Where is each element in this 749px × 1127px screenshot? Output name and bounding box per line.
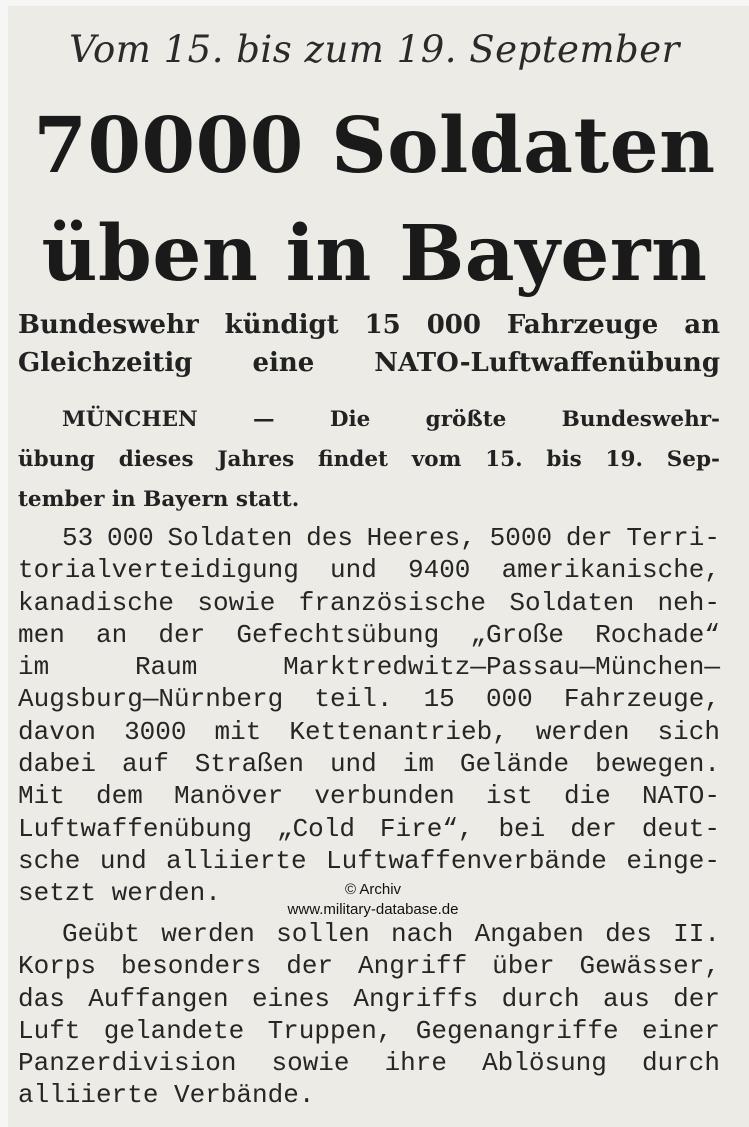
subheadline-line: Bundeswehr kündigt 15 000 Fahrzeuge an xyxy=(18,310,720,340)
body-paragraph-1 xyxy=(18,522,720,910)
subheadline xyxy=(18,306,720,382)
body-line: dabei auf Straßen und im Gelände bewegen. xyxy=(18,749,720,780)
kicker-line: Vom 15. bis zum 19. September xyxy=(69,28,680,71)
body-line: Geübt werden sollen nach Angaben des II. xyxy=(62,919,720,949)
body-line: Panzerdivision sowie ihre Ablösung durch xyxy=(18,1048,720,1079)
headline xyxy=(18,92,731,308)
body-line: setzt werden. xyxy=(18,878,221,909)
archive-watermark xyxy=(272,880,474,920)
headline-line: 70000 Soldaten xyxy=(33,101,716,191)
body-line: Luftwaffenübung „Cold Fire“, bei der deut- xyxy=(18,813,720,844)
body-line: Korps besonders der Angriff über Gewässer, xyxy=(18,951,720,982)
watermark-url: www.military-database.de xyxy=(287,901,459,918)
lead-line: übung dieses Jahres findet vom 15. bis 19. Sep- xyxy=(18,447,720,472)
body-line: Mit dem Manöver verbunden ist die NATO- xyxy=(18,781,720,812)
watermark-copyright: © Archiv xyxy=(344,881,402,898)
lead-line: MÜNCHEN — Die größte Bundeswehr- xyxy=(62,407,720,432)
lead-paragraph xyxy=(18,400,720,520)
body-line: im Raum Marktredwitz—Passau—München— xyxy=(18,652,720,683)
body-paragraph-2 xyxy=(18,918,720,1112)
body-line: men an der Gefechtsübung „Große Rochade“ xyxy=(18,619,720,650)
body-line: Luft gelandete Truppen, Gegenangriffe einer xyxy=(18,1015,720,1046)
body-line: sche und alliierte Luftwaffenverbände einge- xyxy=(18,845,720,876)
body-line: 53 000 Soldaten des Heeres, 5000 der Terri- xyxy=(62,523,720,553)
body-line: das Auffangen eines Angriffs durch aus der xyxy=(18,983,720,1014)
body-line: torialverteidigung und 9400 amerikanische, xyxy=(18,555,720,586)
headline-line: üben in Bayern xyxy=(41,209,708,299)
body-line: kanadische sowie französische Soldaten neh- xyxy=(18,587,720,618)
lead-line: tember in Bayern statt. xyxy=(18,487,300,512)
body-line: alliierte Verbände. xyxy=(18,1080,315,1111)
body-line: Augsburg—Nürnberg teil. 15 000 Fahrzeuge, xyxy=(18,684,720,715)
body-line: davon 3000 mit Kettenantrieb, werden sich xyxy=(18,716,720,747)
subheadline-line: Gleichzeitig eine NATO-Luftwaffenübung xyxy=(18,348,720,378)
